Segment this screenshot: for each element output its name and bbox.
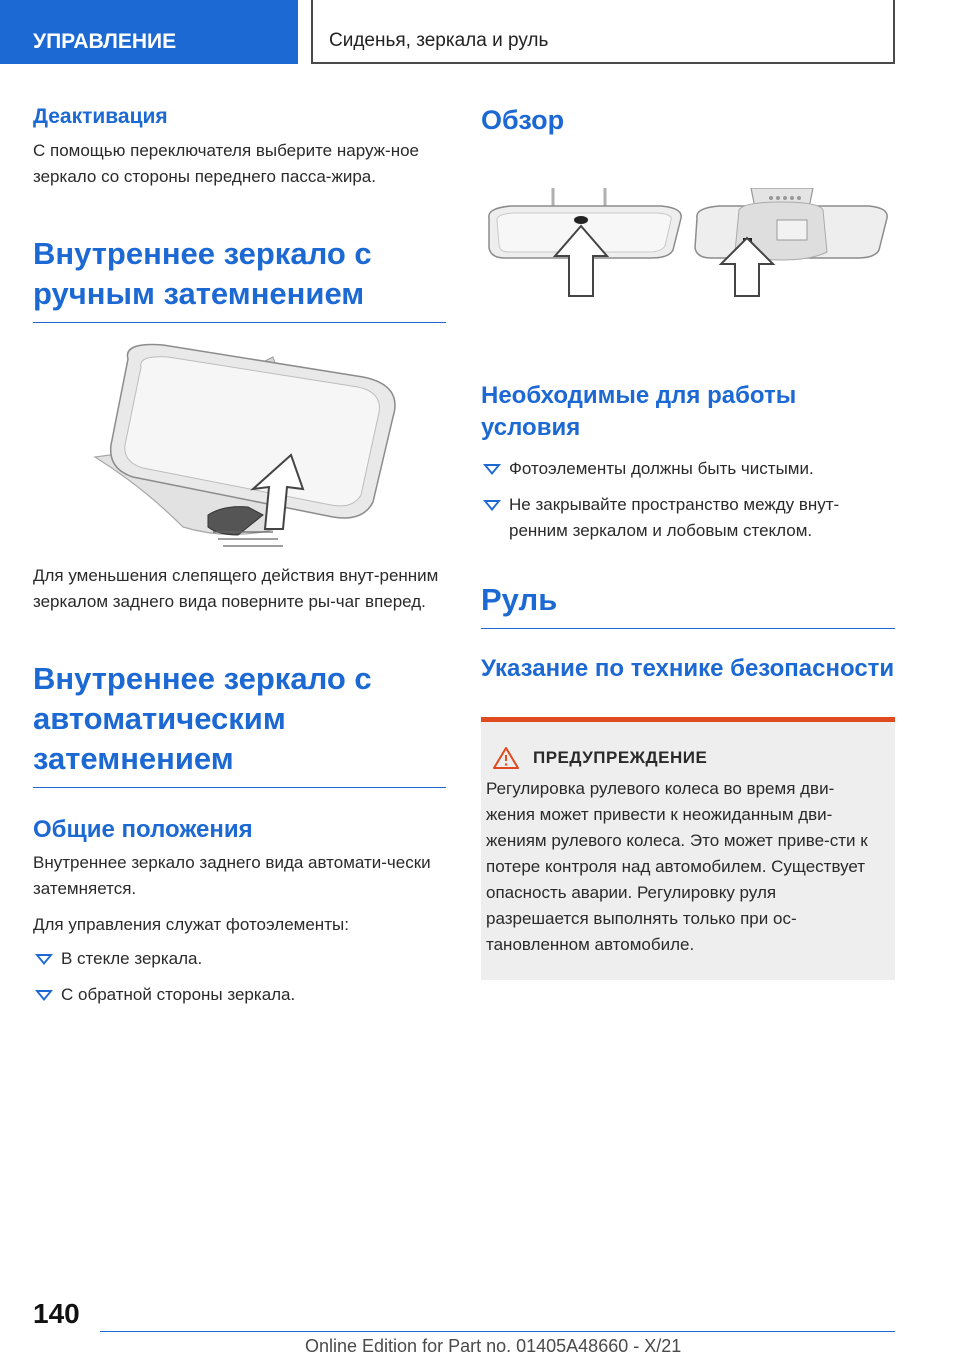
- conditions-heading: Необходимые для работы условия: [481, 382, 797, 441]
- general-text-2: Для управления служат фотоэлементы:: [33, 915, 349, 934]
- list-item: [33, 982, 446, 1008]
- list-item: [481, 456, 895, 482]
- list-item: [33, 946, 446, 972]
- list-item-text: Фотоэлементы должны быть чистыми.: [509, 459, 814, 478]
- steering-wheel-heading: Руль: [481, 580, 895, 629]
- list-item-text: Не закрывайте пространство между внут-ренним зеркалом и лобовым стеклом.: [509, 495, 840, 540]
- general-heading: Общие положения: [33, 816, 253, 843]
- warning-box: [481, 717, 895, 980]
- warning-header: [486, 746, 883, 770]
- list-item-text: В стекле зеркала.: [61, 949, 203, 968]
- overview-heading: Обзор: [481, 105, 565, 135]
- footer-divider: [100, 1331, 895, 1332]
- manual-mirror-heading: Внутреннее зеркало с ручным затемнением: [33, 234, 446, 323]
- warning-triangle-icon: [493, 746, 519, 770]
- deactivation-text: С помощью переключателя выберите наруж-ное зеркало со стороны переднего пасса-жира.: [33, 141, 419, 186]
- list-item: [481, 492, 895, 544]
- left-column: [33, 104, 446, 1008]
- header-chapter-title: Сиденья, зеркала и руль: [311, 0, 895, 64]
- manual-dimming-mirror-illustration: [33, 337, 446, 553]
- warning-label: ПРЕДУПРЕЖДЕНИЕ: [533, 748, 708, 767]
- page-number: 140: [33, 1298, 80, 1329]
- auto-mirror-heading: Внутреннее зеркало с автоматическим затемнением: [33, 659, 446, 788]
- list-item-text: С обратной стороны зеркала.: [61, 985, 296, 1004]
- manual-mirror-figure: [33, 337, 446, 553]
- footer-edition: Online Edition for Part no. 01405A48660 - X/21: [305, 1336, 682, 1356]
- warning-text: Регулировка рулевого колеса во время дви-жения может привести к неожиданным дви-жениям рулевого колеса. Это может приве-сти к потере контроля над автомобилем. Существует опасность аварии. Регулировку руля разрешается выполнять только при ос-тановленном автомобиле.: [486, 779, 868, 954]
- list-bullet-triangle-icon: [483, 500, 501, 511]
- list-bullet-triangle-icon: [35, 990, 53, 1001]
- overview-figure: [481, 188, 895, 322]
- header-section-tab: УПРАВЛЕНИЕ: [0, 0, 298, 64]
- safety-heading: Указание по технике безопасности: [481, 655, 895, 682]
- list-bullet-triangle-icon: [35, 954, 53, 965]
- auto-dimming-mirror-illustration: [481, 188, 895, 322]
- deactivation-heading: Деактивация: [33, 105, 168, 128]
- manual-mirror-text: Для уменьшения слепящего действия внут-ренним зеркалом заднего вида поверните ры-чаг вперед.: [33, 566, 439, 611]
- right-column: [481, 104, 895, 980]
- general-text-1: Внутреннее зеркало заднего вида автомати-чески затемняется.: [33, 853, 431, 898]
- list-bullet-triangle-icon: [483, 464, 501, 475]
